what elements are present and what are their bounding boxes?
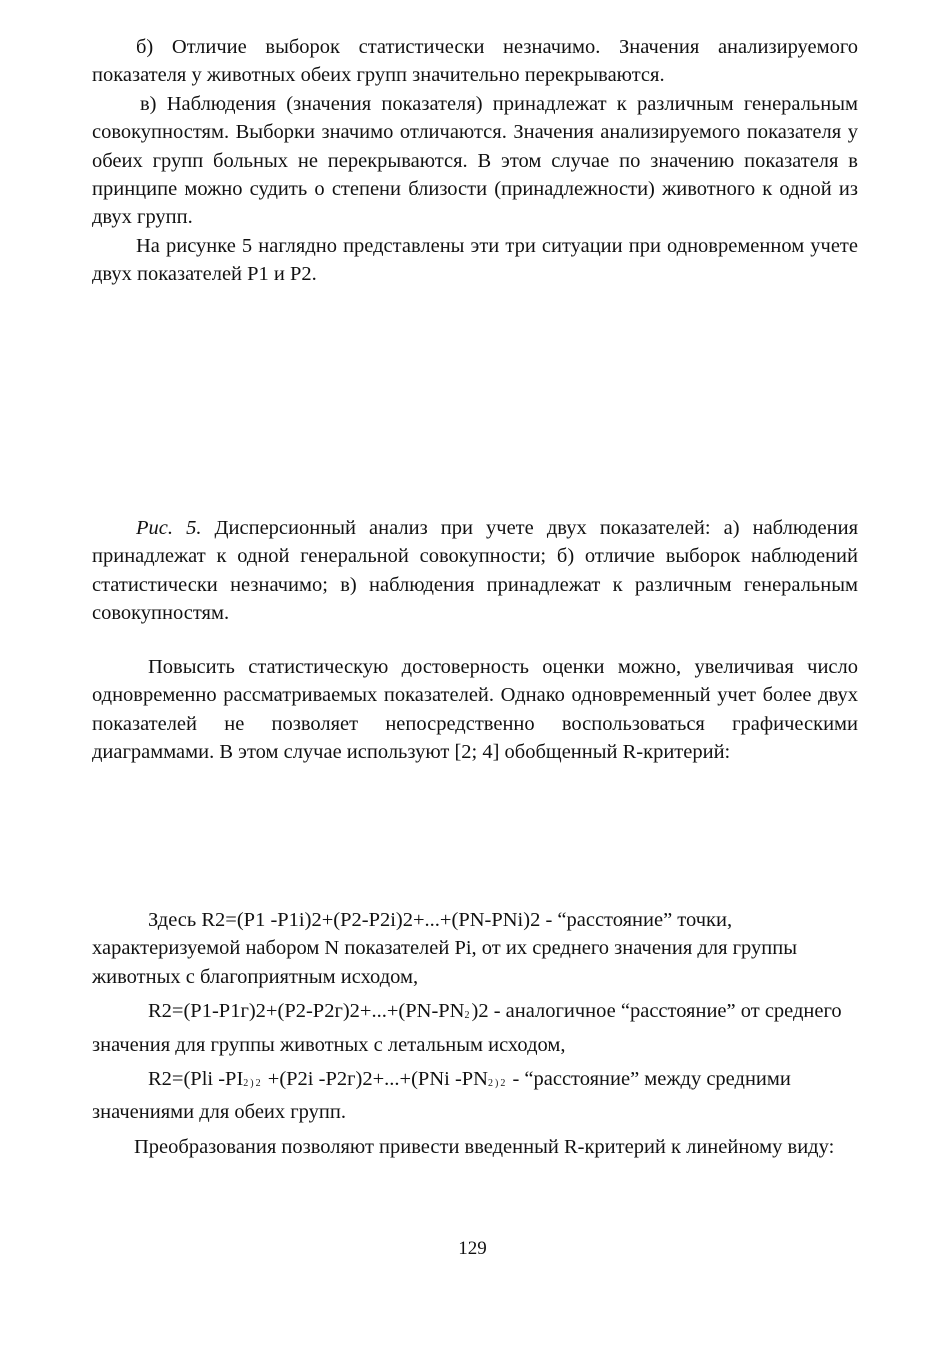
figure-caption	[92, 514, 858, 628]
paragraph-r-criterion: Повысить статистическую достоверность оценки можно, увеличивая число одновременно рассматриваемых показателей. Однако одновременный учет более двух показателей не позволяет непосредственно воспользоваться графическими диаграммами. В этом случае используют [2; 4] обобщенный R-критерий:	[92, 656, 858, 764]
definition-r2-favorable: Здесь R2=(P1 -P1i)2+(P2-P2i)2+...+(PN-PNi)2 - “расстояние” точки, характеризуемой набором N показателей Pi, от их среднего значения для группы животных с благоприятным исходом,	[92, 909, 797, 988]
paragraph-b: б) Отличие выборок статистически незначимо. Значения анализируемого показателя у животных обеих групп значительно перекрываются.	[92, 36, 858, 87]
definition-r2-between-start: R2=(Pli -PI	[148, 1068, 244, 1091]
definition-r2-lethal-end: )2 - аналогичное “расстояние” от среднего значения для группы животных с летальным исходом,	[92, 1000, 842, 1056]
definition-r2-lethal	[92, 997, 858, 1059]
definition-r2-lethal-sub: 2	[464, 1010, 472, 1022]
definition-r2-between-sub1: 2)2	[243, 1078, 263, 1090]
definition-r2-between-sub2: 2)2	[487, 1078, 508, 1090]
definitions-section	[92, 906, 858, 1161]
figure-placeholder	[92, 290, 858, 510]
top-text-section	[92, 33, 858, 289]
definition-r2-between-mid: +(P2i -P2г)2+...+(PNi -PN	[262, 1068, 488, 1091]
figure-caption-text: Дисперсионный анализ при учете двух показателей: а) наблюдения принадлежат к одной генеральной совокупности; б) отличие выборок наблюдений статистически незначимо; в) наблюдения принадлежат к различным генеральным совокупностям.	[92, 517, 858, 625]
definition-r2-between	[92, 1065, 858, 1127]
figure-caption-label: Рис. 5.	[136, 517, 202, 539]
r-criterion-intro	[92, 653, 858, 767]
page-number: 129	[458, 1238, 487, 1259]
paragraph-v: в) Наблюдения (значения показателя) принадлежат к различным генеральным совокупностям. Выборки значимо отличаются. Значения анализируемого показателя у обеих групп больных не перекрываются. В этом случае по значению показателя в принципе можно судить о степени близости (принадлежности) животного к одной из двух групп.	[92, 92, 858, 229]
formula-placeholder	[92, 800, 858, 900]
paragraph-figure-intro: На рисунке 5 наглядно представлены эти три ситуации при одновременном учете двух показателей P1 и P2.	[92, 234, 858, 286]
definition-r2-lethal-start: R2=(P1-P1г)2+(P2-P2г)2+...+(PN-PN	[148, 1000, 465, 1023]
definition-r2-between-end: - “расстояние” между средними значениями для обеих групп.	[92, 1068, 791, 1124]
paragraph-linear-form: Преобразования позволяют привести введенный R-критерий к линейному виду:	[134, 1135, 835, 1158]
